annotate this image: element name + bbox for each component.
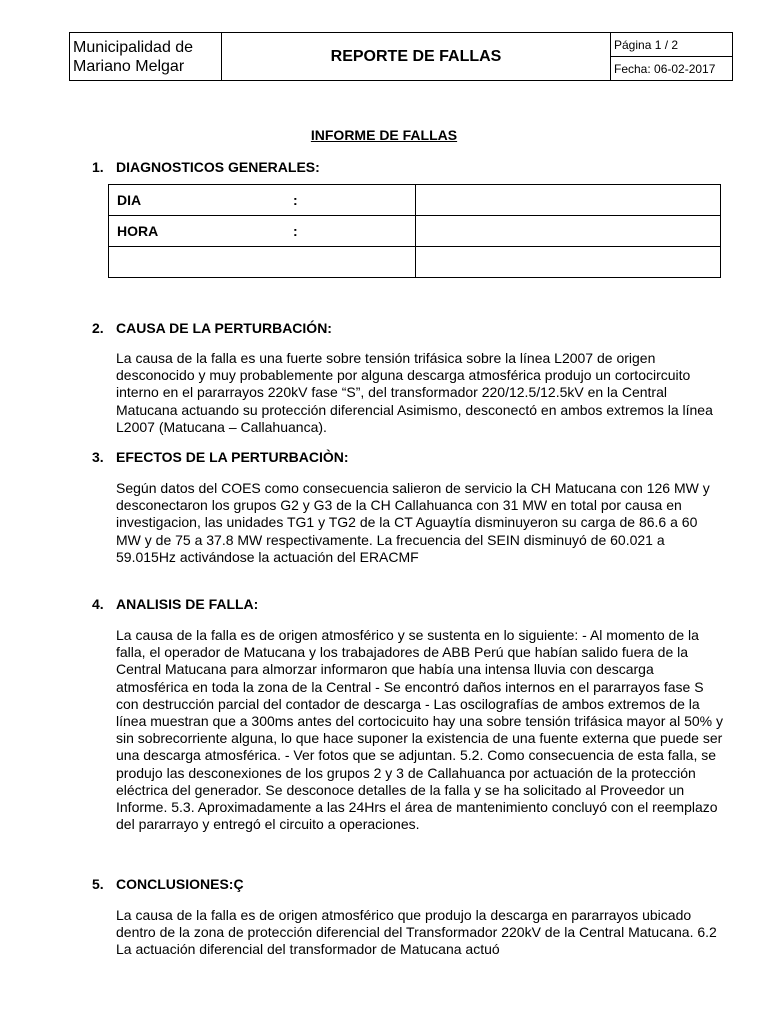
table-cell-label [109,247,416,278]
section-title: CAUSA DE LA PERTURBACIÓN: [116,320,332,336]
table-row [109,185,721,216]
row-label-hora: HORA [117,223,159,239]
section-number: 4. [92,596,104,612]
report-header [69,32,733,81]
document-title: INFORME DE FALLAS [310,127,458,143]
table-cell-value [416,185,721,216]
section-text-conclusiones: La causa de la falla es de origen atmosférico que produjo la descarga en pararrayos ubicado dentro de la zona de protección diferencial del Transformador 220kV de la Central Matucana. 6.2 La actuación diferencial del transformador de Matucana actuó [116,907,717,958]
section-text-analisis: La causa de la falla es de origen atmosférico y se sustenta en lo siguiente: - Al momento de la falla, el operador de Matucana y los trabajadores de ABB Perú que habían salido fuera de la Central Matucana para almorzar informaron que había una intensa lluvia con descarga atmosférica en toda la zona de la Central - Se encontró daños internos en el pararrayos fase S con destrucción parcial del contador de descarga - Las oscilografías de ambos extremos de la línea muestran que a 300ms antes del cortocicuito hay una sobre tensión trifásica mayor al 50% y sin sobrecorriente alguna, lo que hace suponer la existencia de una fuente externa que puede ser una descarga atmosférica. - Ver fotos que se adjuntan. 5.2. Como consecuencia de esta falla, se produjo las desconexiones de los grupos 2 y 3 de Callahuanca por actuación de la protección eléctrica del generador. Se desconoce detalles de la falla y se ha solicitado al Proveedor un Informe. 5.3. Aproximadamente a las 24Hrs el área de mantenimiento concluyó con el reemplazo del pararrayo y entregó el circuito a operaciones. [116,627,723,833]
section-number: 5. [92,876,104,892]
section-title: EFECTOS DE LA PERTURBACIÒN: [116,449,349,465]
section-heading-conclusiones [92,876,244,892]
row-label-dia: DIA [117,192,142,208]
section-title: ANALISIS DE FALLA: [116,596,259,612]
table-cell-value [416,216,721,247]
page-number: Página 1 / 2 [611,33,733,57]
section-heading-analisis [92,596,258,612]
section-heading-efectos [92,449,349,465]
section-heading-causa [92,320,332,336]
section-heading-diagnosticos [92,159,320,175]
section-title: DIAGNOSTICOS GENERALES: [116,159,320,175]
table-cell-label [109,216,416,247]
table-row [109,247,721,278]
table-row [109,216,721,247]
row-colon: : [293,192,298,208]
row-colon: : [293,223,298,239]
section-text-causa: La causa de la falla es una fuerte sobre tensión trifásica sobre la línea L2007 de origen desconocido y muy probablemente por alguna descarga atmosférica produjo un cortocircuito interno en el pararrayos 220kV fase “S”, del transformador 220/12.5/12.5kV en la Central Matucana actuando su protección diferencial Asimismo, desconectó en ambos extremos la línea L2007 (Matucana – Callahuanca). [116,350,713,435]
report-date: Fecha: 06-02-2017 [611,57,733,81]
table-cell-value [416,247,721,278]
table-cell-label [109,185,416,216]
section-number: 3. [92,449,104,465]
section-text-efectos: Según datos del COES como consecuencia salieron de servicio la CH Matucana con 126 MW y desconectaron los grupos G2 y G3 de la CH Callahuanca con 31 MW en total por causa en investigacion, las unidades TG1 y TG2 de la CT Aguaytía disminuyeron su carga de 86.6 a 60 MW y de 75 a 37.8 MW respectivamente. La frecuencia del SEIN disminuyó de 60.021 a 59.015Hz activándose la actuación del ERACMF [116,480,710,565]
municipality-name: Municipalidad de Mariano Melgar [70,33,222,81]
section-title: CONCLUSIONES:Ç [116,876,244,892]
section-number: 1. [92,159,104,175]
diagnostics-table [108,184,721,278]
section-number: 2. [92,320,104,336]
report-title: REPORTE DE FALLAS [222,33,611,81]
